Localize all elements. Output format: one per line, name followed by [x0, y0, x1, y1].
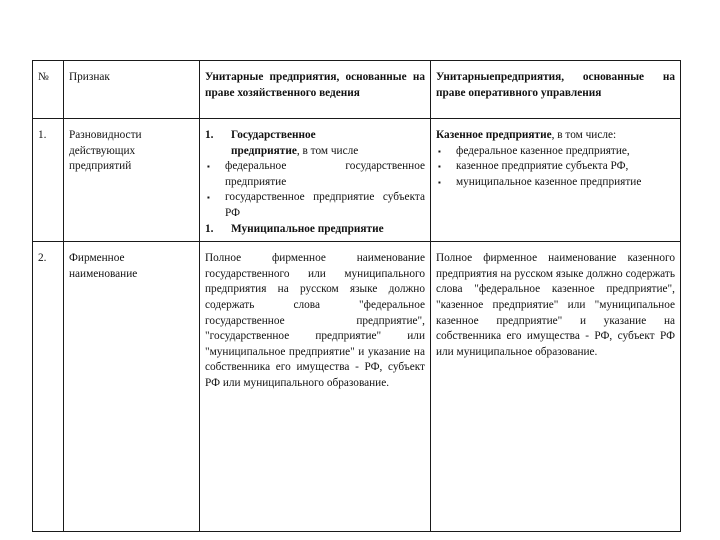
bullet-list: [436, 144, 675, 191]
numbered-item: 1. Государственное предприятие, в том числе: [205, 129, 359, 157]
square-bullet-icon: ▪: [438, 177, 441, 187]
comparison-table: [32, 60, 681, 532]
list-item: ▪ казенное предприятие субъекта РФ,: [436, 159, 675, 175]
enterprise-types-economic: [200, 119, 431, 242]
numbered-item: 1. Муниципальное предприятие: [205, 222, 384, 235]
list-item: ▪ государственное предприятие субъекта РФ: [207, 191, 425, 219]
row-num: 2.: [33, 242, 64, 532]
header-feature: Признак: [64, 61, 200, 119]
table-row: [33, 119, 681, 242]
square-bullet-icon: ▪: [438, 146, 441, 156]
list-item: ▪ федеральное казенное предприятие,: [436, 144, 675, 160]
item-heading: Казенное предприятие, в том числе:: [436, 129, 617, 141]
bullet-list: [205, 159, 425, 221]
square-bullet-icon: ▪: [438, 162, 441, 172]
table-header-row: [33, 61, 681, 119]
row-num: 1.: [33, 119, 64, 242]
list-item: ▪ федеральное государственное предприятие: [207, 160, 425, 188]
firm-name-operational: Полное фирменное наименование казенного предприятия на русском языке должно содержать слова "федеральное казенное предприятие", "казенное предприятие" или "муниципальное казенное предприятие" и указание на собственника его имущества - РФ, субъект РФ или муниципальное образование.: [431, 242, 681, 532]
table-row: [33, 242, 681, 532]
firm-name-economic: Полное фирменное наименование государственного или муниципального предприятия на русском языке должно содержать слова "федеральное государственное предприятие", "государственное предприятие" или "муниципальное предприятие" и указание на собственника его имущества - РФ, субъект РФ или муниципального образование.: [200, 242, 431, 532]
list-item: ▪ муниципальное казенное предприятие: [436, 175, 675, 191]
header-unitary-operational: Унитарныепредприятия, основанные на праве оперативного управления: [431, 61, 681, 119]
square-bullet-icon: ▪: [207, 193, 210, 203]
square-bullet-icon: ▪: [207, 162, 210, 172]
row-feature: Разновидности действующих предприятий: [64, 119, 200, 242]
enterprise-types-operational: [431, 119, 681, 242]
row-feature: Фирменное наименование: [64, 242, 200, 532]
item-title: Государственное: [231, 129, 316, 141]
header-num: №: [33, 61, 64, 119]
header-unitary-economic: Унитарные предприятия, основанные на праве хозяйственного ведения: [200, 61, 431, 119]
item-title: Муниципальное предприятие: [231, 222, 384, 235]
